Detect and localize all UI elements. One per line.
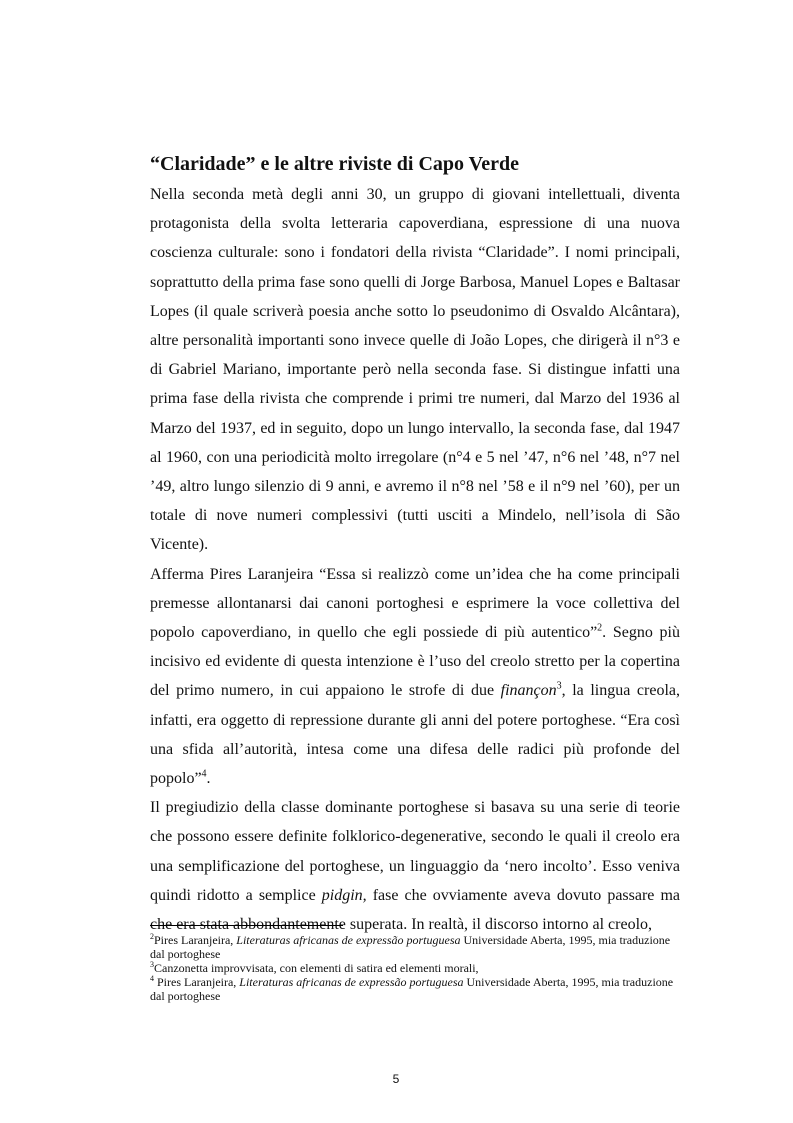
footnote-ref: 4 xyxy=(201,768,207,780)
footnote-text: Canzonetta improvvisata, con elementi di satira ed elementi morali, xyxy=(154,961,479,975)
footnote-text: Universidade Aberta, 1995, mia traduzione dal portoghese xyxy=(150,933,671,961)
footnote xyxy=(150,961,680,975)
paragraph xyxy=(150,793,680,939)
footnote-text: Universidade Aberta, 1995, mia traduzione dal portoghese xyxy=(150,975,674,1003)
paragraph-text: . xyxy=(206,770,211,788)
paragraph-text: Il pregiudizio della classe dominante portoghese si basava su una serie di teorie che possono essere definite folklorico-degenerative, secondo le quali il creolo era una semplificazione del portoghese, un linguaggio da ‘nero incolto’. Esso veniva quindi ridotto a semplice xyxy=(150,799,680,904)
footnote-number: 2 xyxy=(150,932,154,941)
paragraph-text: , la lingua creola, infatti, era oggetto di repressione durante gli anni del potere portoghese. “Era così una sfida all’autorità, intesa come una difesa delle radici più profonde del popolo” xyxy=(150,682,680,788)
footnote-divider xyxy=(150,925,343,926)
body-text xyxy=(150,180,680,939)
footnote-ref: 3 xyxy=(556,681,562,693)
italic-term: finançon xyxy=(500,682,557,700)
section-heading: “Claridade” e le altre riviste di Capo Verde xyxy=(150,153,520,175)
footnotes xyxy=(150,933,680,1003)
paragraph-text: Afferma Pires Laranjeira “Essa si realizzò come un’idea che ha come principali premesse allontanarsi dai canoni portoghesi e esprimere la voce collettiva del popolo capoverdiano, in quello che egli possiede di più autentico” xyxy=(150,565,680,642)
footnote-text: Pires Laranjeira, xyxy=(154,975,240,989)
footnote-text: Pires Laranjeira, xyxy=(154,933,237,947)
footnote-number: 4 xyxy=(150,974,154,983)
footnote xyxy=(150,975,680,1003)
footnote-ref: 2 xyxy=(597,622,603,634)
footnote xyxy=(150,933,680,961)
footnote-title: Literaturas africanas de expressão portuguesa xyxy=(239,975,464,989)
footnote-title: Literaturas africanas de expressão portuguesa xyxy=(236,933,461,947)
italic-term: pidgin, xyxy=(321,886,367,904)
paragraph-text: fase che ovviamente aveva dovuto passare ma che era stata abbondantemente superata. In realtà, il discorso intorno al creolo, xyxy=(150,886,681,934)
paragraph: Nella seconda metà degli anni 30, un gruppo di giovani intellettuali, diventa protagonista della svolta letteraria capoverdiana, espressione di una nuova coscienza culturale: sono i fondatori della rivista “Claridade”. I nomi principali, soprattutto della prima fase sono quelli di Jorge Barbosa, Manuel Lopes e Baltasar Lopes (il quale scriverà poesia anche sotto lo pseudonimo di Osvaldo Alcântara), altre personalità importanti sono invece quelle di João Lopes, che dirigerà il n°3 e di Gabriel Mariano, importante però nella seconda fase. Si distingue infatti una prima fase della rivista che comprende i primi tre numeri, dal Marzo del 1936 al Marzo del 1937, ed in seguito, dopo un lungo intervallo, la seconda fase, dal 1947 al 1960, con una periodicità molto irregolare (n°4 e 5 nel ’47, n°6 nel ’48, n°7 nel ’49, altro lungo silenzio di 9 anni, e avremo il n°8 nel ’58 e il n°9 nel ’60), per un totale di nove numeri complessivi (tutti usciti a Mindelo, nell’isola di São Vicente). xyxy=(150,186,680,554)
page-number: 5 xyxy=(392,1072,400,1086)
footnote-number: 3 xyxy=(150,960,154,969)
paragraph xyxy=(150,560,680,794)
paragraph-text: . Segno più incisivo ed evidente di questa intenzione è l’uso del creolo stretto per la copertina del primo numero, in cui appaiono le strofe di due xyxy=(150,624,680,700)
